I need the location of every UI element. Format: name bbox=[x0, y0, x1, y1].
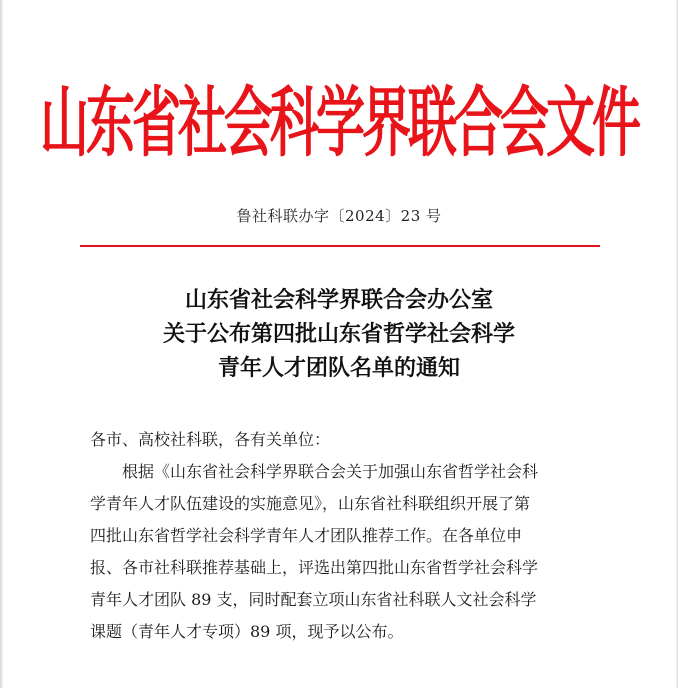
red-divider-line bbox=[80, 245, 600, 247]
red-header-title: 山东省社会科学界联合会文件 bbox=[39, 77, 638, 168]
document-number: 鲁社科联办字〔2024〕23 号 bbox=[236, 207, 442, 225]
notice-body bbox=[90, 424, 600, 648]
body-line: 学青年人才队伍建设的实施意见》，山东省社科联组织开展了第 bbox=[90, 494, 531, 513]
body-line: 报、各市社科联推荐基础上，评选出第四批山东省哲学社会科学 bbox=[90, 558, 539, 577]
body-line: 课题（青年人才专项）89 项，现予以公布。 bbox=[90, 622, 404, 641]
notice-title-line: 青年人才团队名单的通知 bbox=[217, 356, 460, 381]
notice-title-line: 山东省社会科学界联合会办公室 bbox=[184, 288, 493, 313]
notice-title-line: 关于公布第四批山东省哲学社会科学 bbox=[162, 322, 515, 347]
salutation: 各市、高校社科联，各有关单位： bbox=[90, 430, 331, 449]
body-line: 四批山东省哲学社会科学青年人才团队推荐工作。在各单位申 bbox=[90, 526, 523, 545]
body-line: 青年人才团队 89 支，同时配套立项山东省社科联人文社会科学 bbox=[90, 590, 537, 609]
notice-title bbox=[0, 284, 678, 386]
body-line: 根据《山东省社会科学界联合会关于加强山东省哲学社会科 bbox=[122, 462, 539, 481]
